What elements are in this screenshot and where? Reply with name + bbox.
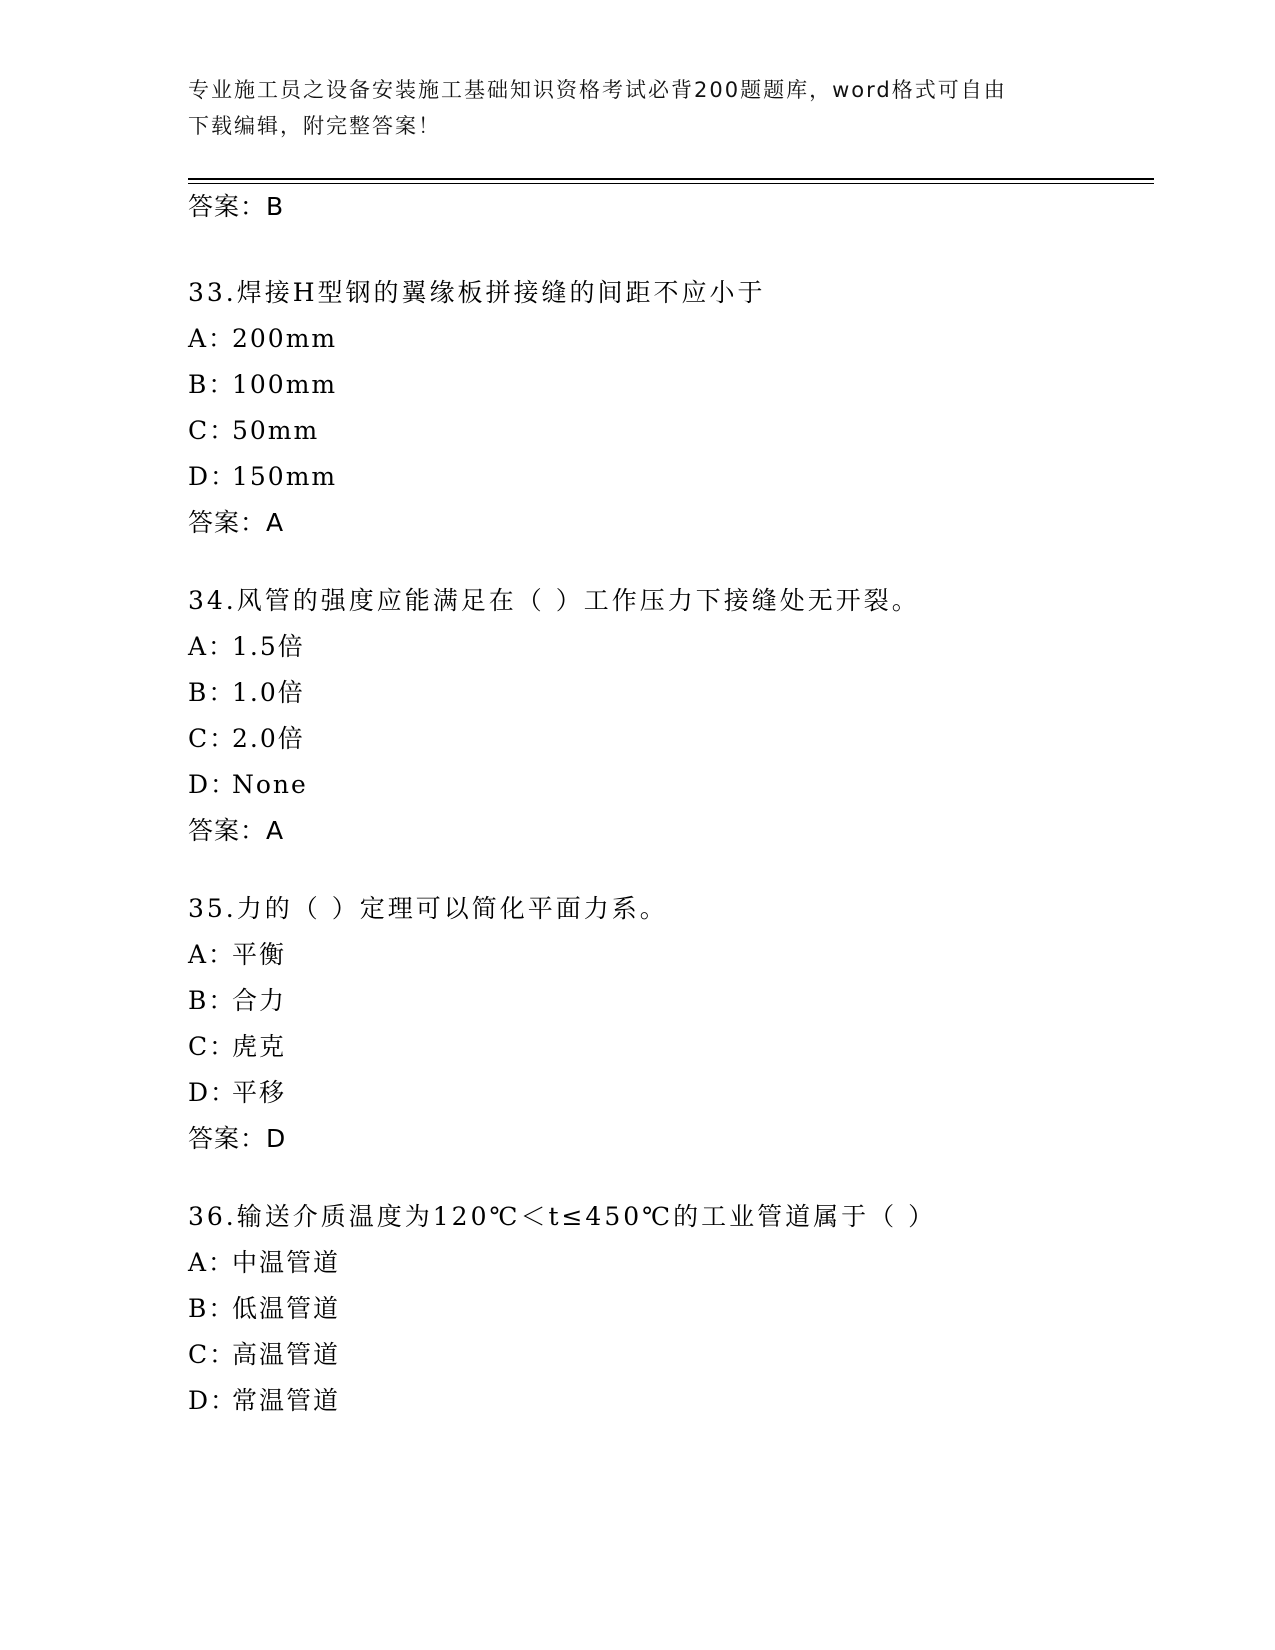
option-value: 中温管道 xyxy=(232,1248,341,1277)
option-value: 100mm xyxy=(232,370,338,399)
question-text: 33.焊接H型钢的翼缘板拼接缝的间距不应小于 xyxy=(188,278,766,307)
header-rule-thick xyxy=(188,178,1154,180)
option-key: D： xyxy=(188,1078,238,1107)
header-line-1: 专业施工员之设备安装施工基础知识资格考试必背200题题库，word格式可自由 xyxy=(188,78,1007,102)
option-value: 50mm xyxy=(232,416,320,445)
option-key: B： xyxy=(188,1294,236,1323)
header-line-2: 下载编辑，附完整答案！ xyxy=(188,114,441,138)
question-text: 35.力的（ ）定理可以简化平面力系。 xyxy=(188,894,668,923)
option-value: 平衡 xyxy=(232,940,287,969)
option-key: C： xyxy=(188,416,237,445)
option-key: B： xyxy=(188,678,236,707)
option-value: 高温管道 xyxy=(232,1340,341,1369)
header-rule-thin xyxy=(188,183,1154,184)
option-key: B： xyxy=(188,370,236,399)
option-key: D： xyxy=(188,462,238,491)
option-c xyxy=(188,416,1148,462)
option-key: D： xyxy=(188,770,238,799)
question-text: 36.输送介质温度为120℃＜t≤450℃的工业管道属于（ ） xyxy=(188,1202,937,1231)
option-c xyxy=(188,1340,1148,1386)
option-value: 平移 xyxy=(232,1078,287,1107)
option-b xyxy=(188,678,1148,724)
option-key: B： xyxy=(188,986,236,1015)
document-header xyxy=(188,72,1068,144)
question-text: 34.风管的强度应能满足在（ ）工作压力下接缝处无开裂。 xyxy=(188,586,920,615)
option-key: A： xyxy=(188,324,236,353)
option-key: C： xyxy=(188,724,237,753)
option-d xyxy=(188,1386,1148,1432)
question-block-35 xyxy=(188,894,1148,1170)
option-value: 低温管道 xyxy=(232,1294,341,1323)
previous-answer-block xyxy=(188,192,1148,238)
question-block-36 xyxy=(188,1202,1148,1432)
option-d xyxy=(188,462,1148,508)
option-key: A： xyxy=(188,632,236,661)
option-c xyxy=(188,1032,1148,1078)
option-key: C： xyxy=(188,1340,237,1369)
option-b xyxy=(188,986,1148,1032)
option-a xyxy=(188,1248,1148,1294)
option-value: 合力 xyxy=(232,986,287,1015)
option-value: 150mm xyxy=(232,462,338,491)
question-block-33 xyxy=(188,278,1148,554)
option-value: 2.0倍 xyxy=(232,724,305,753)
option-a xyxy=(188,632,1148,678)
answer-label: 答案：B xyxy=(188,192,285,221)
option-b xyxy=(188,370,1148,416)
option-c xyxy=(188,724,1148,770)
option-value: 1.5倍 xyxy=(232,632,305,661)
option-b xyxy=(188,1294,1148,1340)
option-d xyxy=(188,1078,1148,1124)
answer-label: 答案：A xyxy=(188,508,285,537)
option-key: C： xyxy=(188,1032,237,1061)
option-value: 1.0倍 xyxy=(232,678,305,707)
option-a xyxy=(188,940,1148,986)
option-value: 常温管道 xyxy=(232,1386,341,1415)
option-key: A： xyxy=(188,1248,236,1277)
answer-label: 答案：D xyxy=(188,1124,287,1153)
question-block-34 xyxy=(188,586,1148,862)
option-value: 200mm xyxy=(232,324,338,353)
option-value: 虎克 xyxy=(232,1032,287,1061)
option-a xyxy=(188,324,1148,370)
option-value: None xyxy=(232,770,308,799)
option-key: D： xyxy=(188,1386,238,1415)
option-key: A： xyxy=(188,940,236,969)
option-d xyxy=(188,770,1148,816)
answer-label: 答案：A xyxy=(188,816,285,845)
